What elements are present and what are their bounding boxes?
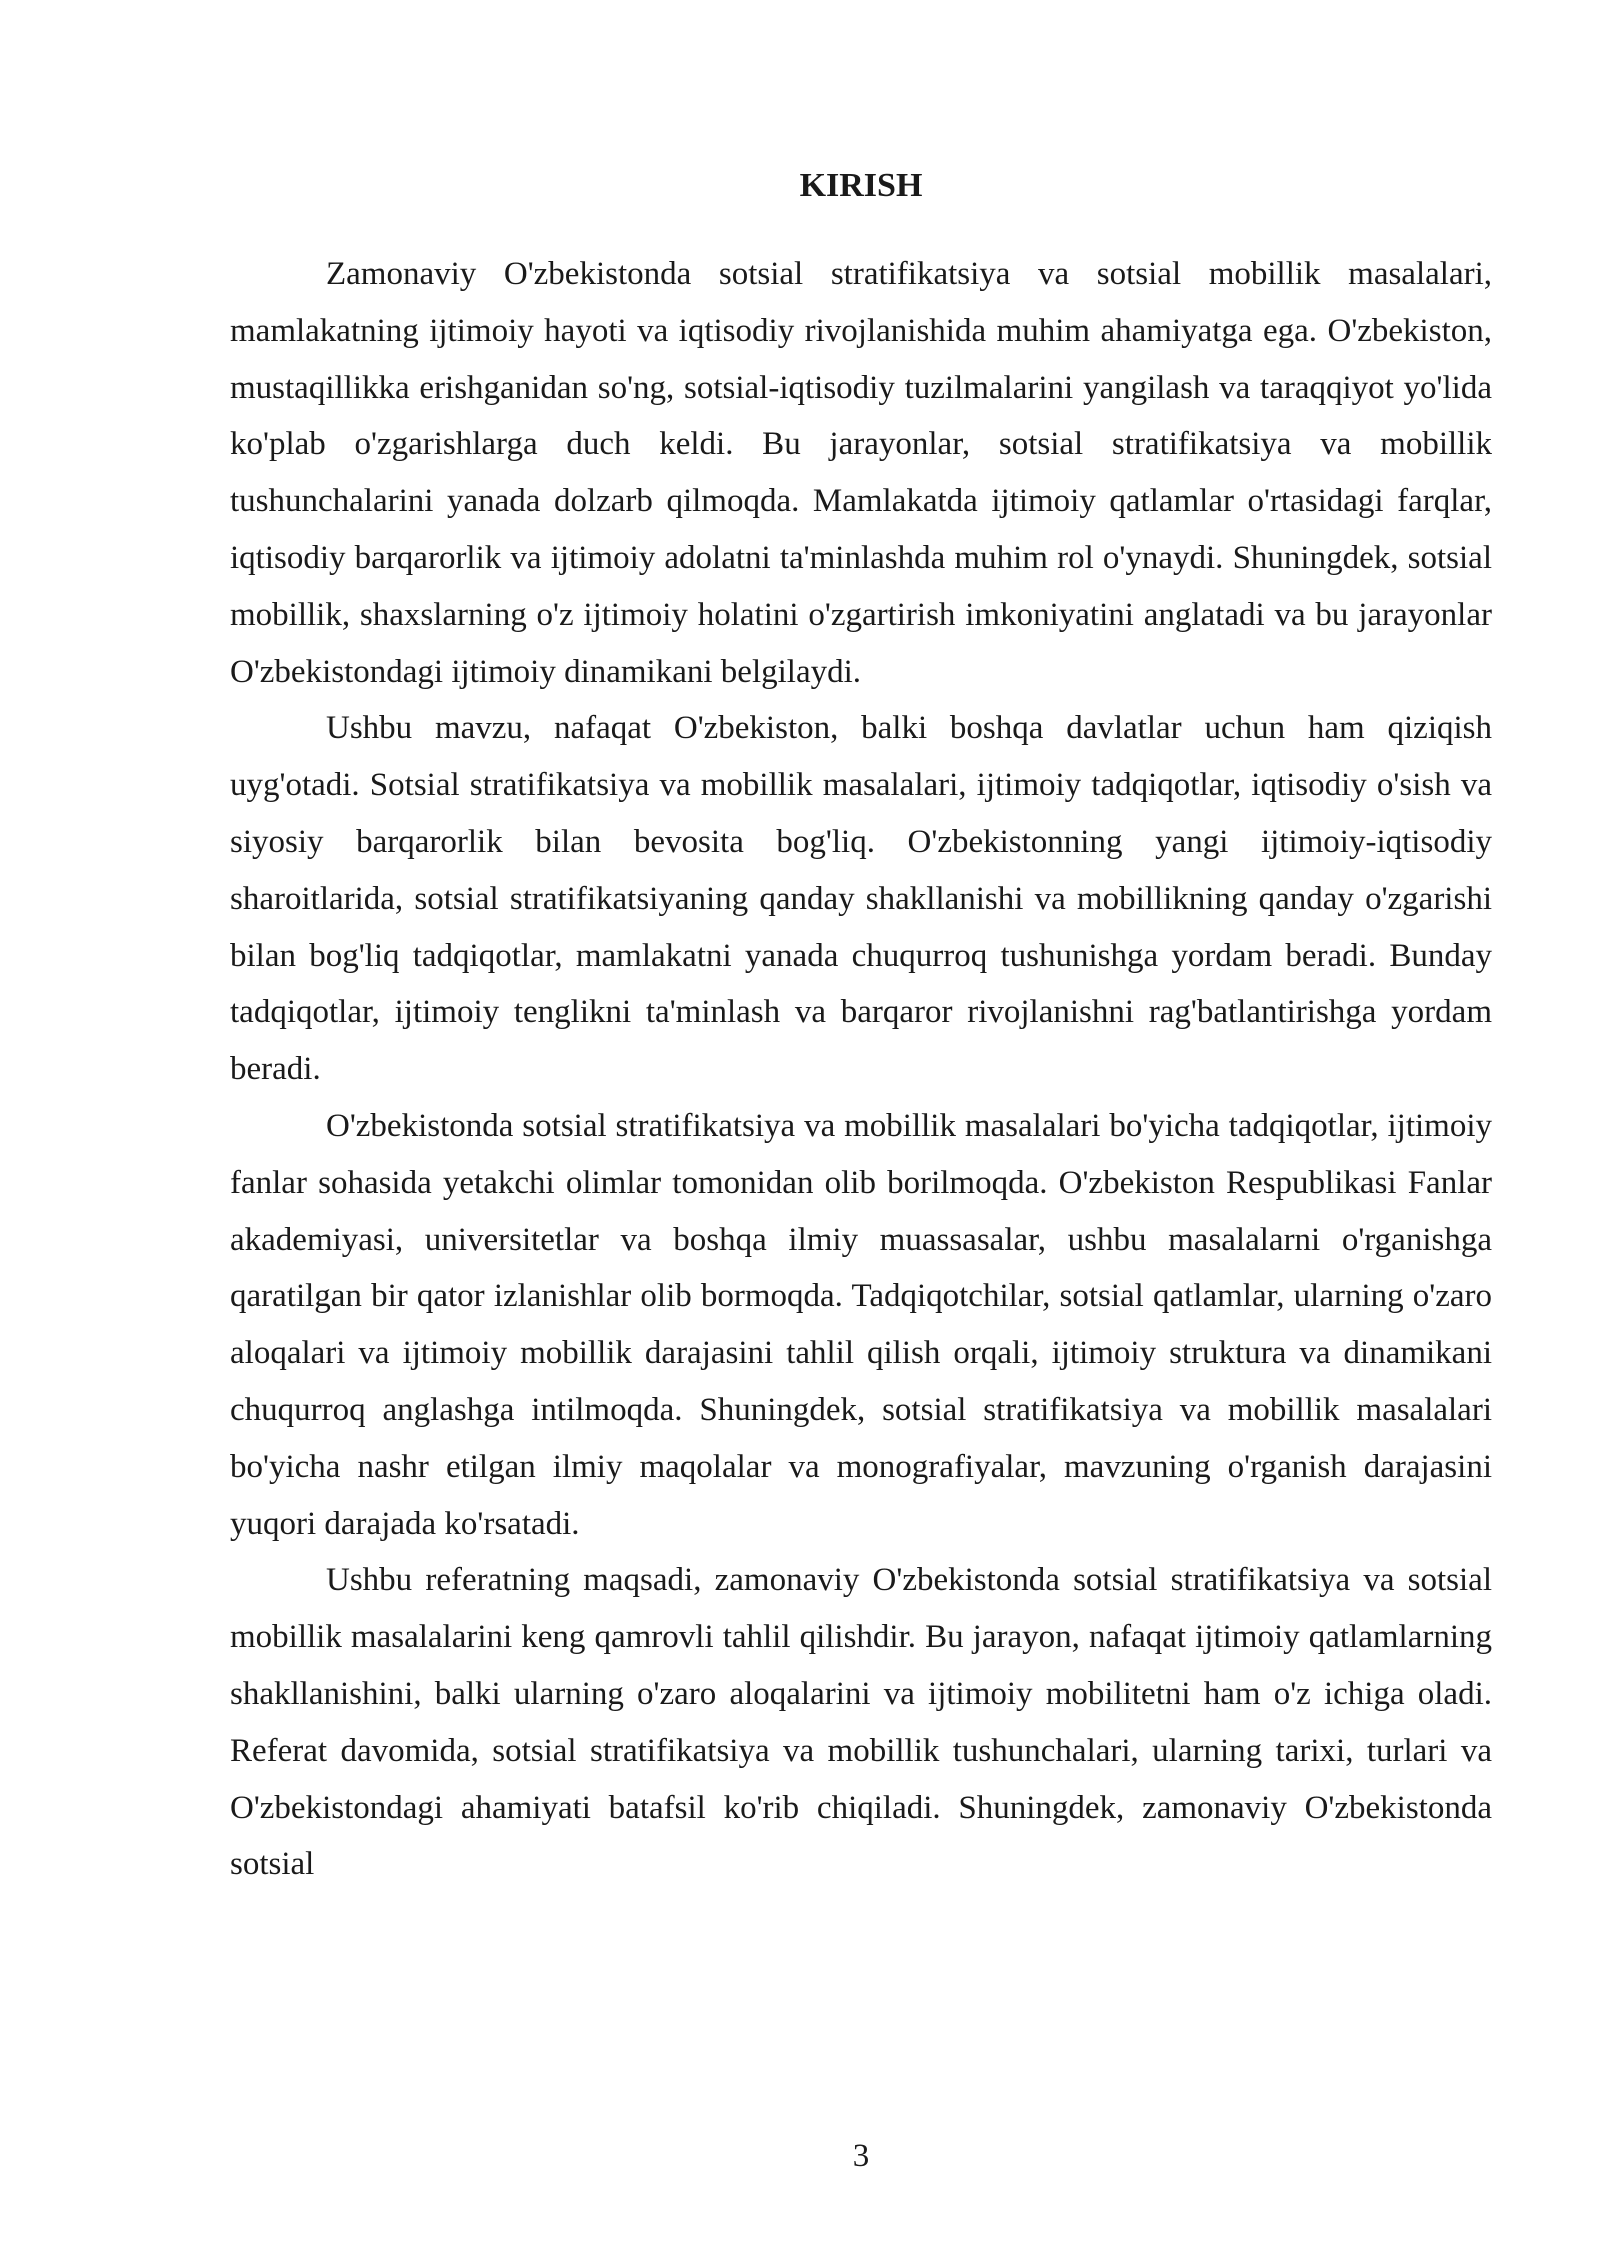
paragraph-purpose: Ushbu referatning maqsadi, zamonaviy O'zbekistonda sotsial stratifikatsiya va sotsial mobillik masalalarini keng qamrovli tahlil qilishdir. Bu jarayon, nafaqat ijtimoiy qatlamlarning shakllanishini, balki ularning o'zaro aloqalarini va ijtimoiy mobilitetni ham o'z ichiga oladi. Referat davomida, sotsial stratifikatsiya va mobillik tushunchalari, ularning tarixi, turlari va O'zbekistondagi ahamiyati batafsil ko'rib chiqiladi. Shuningdek, zamonaviy O'zbekistonda sotsial <box>230 1562 1492 1883</box>
paragraph-intro: Zamonaviy O'zbekistonda sotsial stratifikatsiya va sotsial mobillik masalalari, mamlakatning ijtimoiy hayoti va iqtisodiy rivojlanishida muhim ahamiyatga ega. O'zbekiston, mustaqillikka erishganidan so'ng, sotsial-iqtisodiy tuzilmalarini yangilash va taraqqiyot yo'lida ko'plab o'zgarishlarga duch keldi. Bu jarayonlar, sotsial stratifikatsiya va mobillik tushunchalarini yanada dolzarb qilmoqda. Mamlakatda ijtimoiy qatlamlar o'rtasidagi farqlar, iqtisodiy barqarorlik va ijtimoiy adolatni ta'minlashda muhim rol o'ynaydi. Shuningdek, sotsial mobillik, shaxslarning o'z ijtimoiy holatini o'zgartirish imkoniyatini anglatadi va bu jarayonlar O'zbekistondagi ijtimoiy dinamikani belgilaydi. <box>230 256 1492 690</box>
body-text <box>230 246 1492 1893</box>
paragraph-research-level: O'zbekistonda sotsial stratifikatsiya va mobillik masalalari bo'yicha tadqiqotlar, ijtimoiy fanlar sohasida yetakchi olimlar tomonidan olib borilmoqda. O'zbekiston Respublikasi Fanlar akademiyasi, universitetlar va boshqa ilmiy muassasalar, ushbu masalalarni o'rganishga qaratilgan bir qator izlanishlar olib bormoqda. Tadqiqotchilar, sotsial qatlamlar, ularning o'zaro aloqalari va ijtimoiy mobillik darajasini tahlil qilish orqali, ijtimoiy struktura va dinamikani chuqurroq anglashga intilmoqda. Shuningdek, sotsial stratifikatsiya va mobillik masalalari bo'yicha nashr etilgan ilmiy maqolalar va monografiyalar, mavzuning o'rganish darajasini yuqori darajada ko'rsatadi. <box>230 1107 1492 1542</box>
page-number: 3 <box>852 2138 870 2174</box>
paragraph-relevance: Ushbu mavzu, nafaqat O'zbekiston, balki boshqa davlatlar uchun ham qiziqish uyg'otadi. Sotsial stratifikatsiya va mobillik masalalari, ijtimoiy tadqiqotlar, iqtisodiy o'sish va siyosiy barqarorlik bilan bevosita bog'liq. O'zbekistonning yangi ijtimoiy-iqtisodiy sharoitlarida, sotsial stratifikatsiyaning qanday shakllanishi va mobillikning qanday o'zgarishi bilan bog'liq tadqiqotlar, mamlakatni yanada chuqurroq tushunishga yordam beradi. Bunday tadqiqotlar, ijtimoiy tenglikni ta'minlash va barqaror rivojlanishni rag'batlantirishga yordam beradi. <box>230 710 1492 1088</box>
page-title: KIRISH <box>799 167 923 204</box>
